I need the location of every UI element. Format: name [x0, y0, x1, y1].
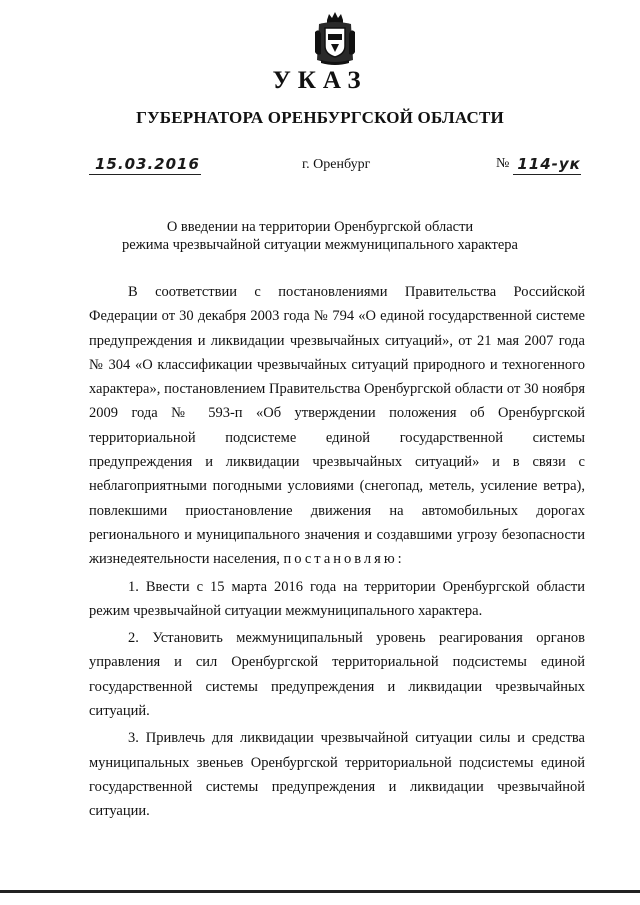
decree-item-1: 1. Ввести с 15 марта 2016 года на территории Оренбургской области режим чрезвычайной ситуации межмуниципального характера.	[89, 578, 585, 619]
decree-item-3: 3. Привлечь для ликвидации чрезвычайной ситуации силы и средства муниципальных звеньев Оренбургской территориальной подсистемы единой государственной системы предупреждения и ликвидации чрезвычайной ситуации.	[89, 730, 585, 820]
intro-paragraph	[89, 280, 585, 572]
heading-line-2: режима чрезвычайной ситуации межмуниципального характера	[122, 237, 518, 253]
intro-text: В соответствии с постановлениями Правительства Российской Федерации от 30 декабря 2003 года № 794 «О единой государственной системе предупреждения и ликвидации чрезвычайных ситуаций», от 21 мая 2007 года № 304 «О классификации чрезвычайных ситуаций природного и техногенного характера», постановлением Правительства Оренбургской области от 30 ноября 2009 года № 593-п «Об утверждении положения об Оренбургской территориальной подсистеме единой государственной системы предупреждения и ликвидации чрезвычайных ситуаций» и в связи с неблагоприятными погодными условиями (снегопад, метель, усиление ветра), повлекшими приостановление движения на автомобильных дорогах регионального и муниципального значения и создавшими угрозу безопасности жизнедеятельности населения,	[89, 284, 585, 568]
document-subtitle: ГУБЕРНАТОРА ОРЕНБУРГСКОЙ ОБЛАСТИ	[136, 108, 504, 127]
document-number-value: 114-ук	[513, 154, 581, 175]
number-sign: №	[496, 156, 510, 171]
document-city: г. Оренбург	[302, 157, 371, 172]
document-number	[496, 154, 581, 175]
heading-line-1: О введении на территории Оренбургской области	[166, 219, 474, 235]
page-bottom-rule	[0, 890, 640, 893]
decree-item-2: 2. Установить межмуниципальный уровень реагирования органов управления и сил Оренбургской территориальной подсистемы единой государственной системы предупреждения и ликвидации чрезвычайных ситуаций.	[89, 630, 585, 720]
document-body	[89, 280, 585, 827]
document-date: 15.03.2016	[89, 154, 201, 175]
coat-of-arms-icon	[313, 10, 357, 66]
decree-word: постановляю:	[283, 551, 405, 568]
document-title: УКАЗ	[272, 67, 368, 94]
document-heading	[0, 218, 640, 254]
